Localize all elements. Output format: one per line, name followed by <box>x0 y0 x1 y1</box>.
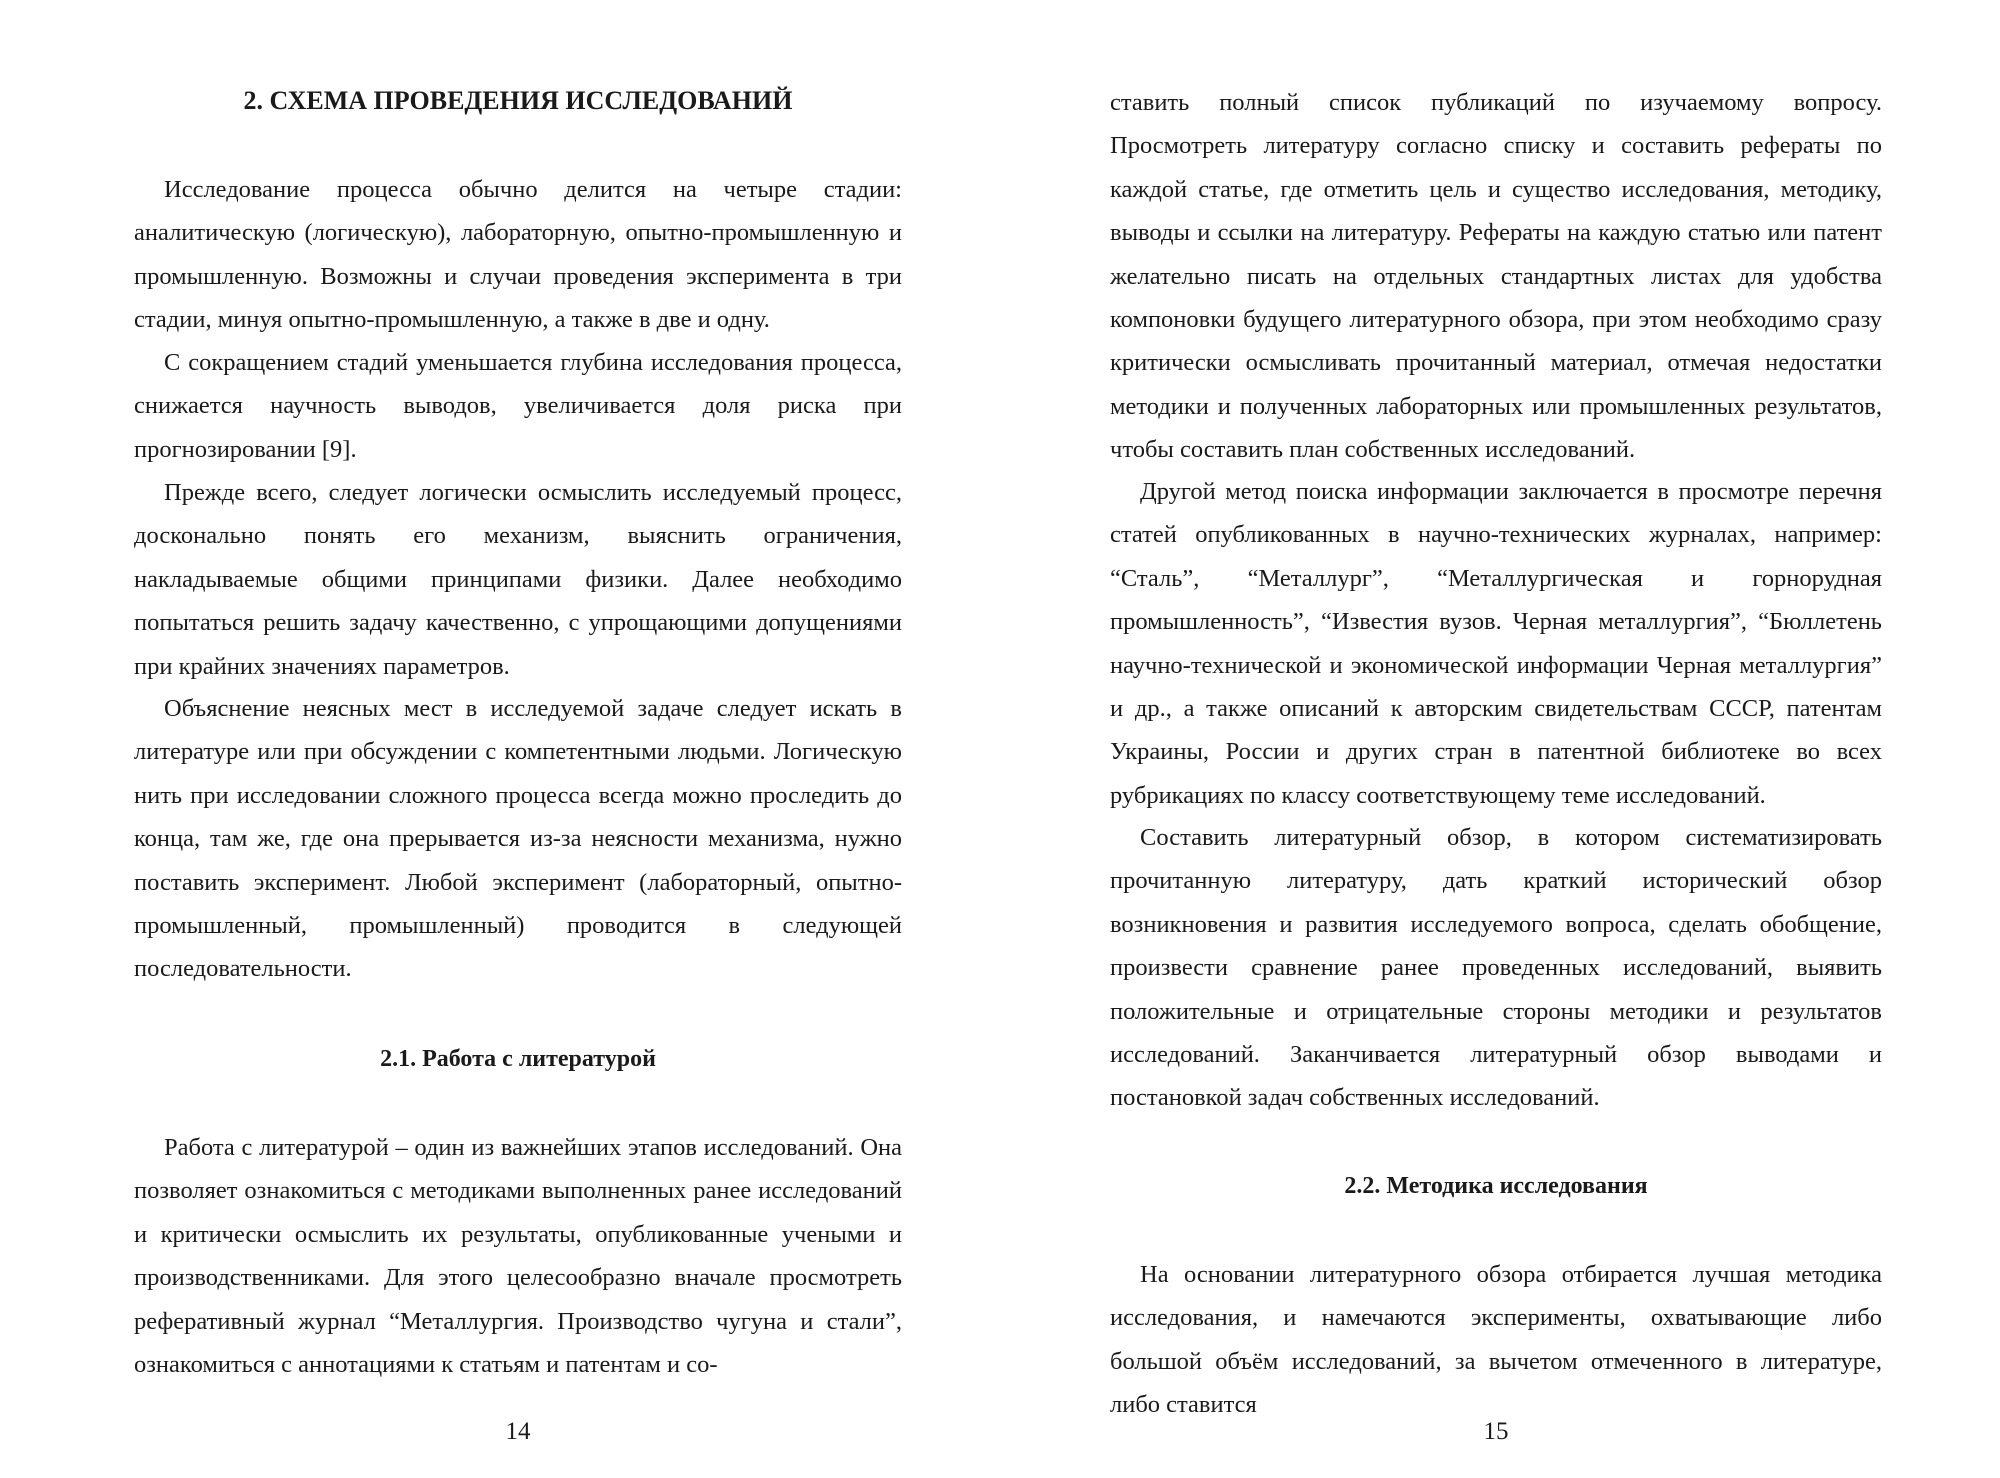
right-paragraph-4: На основании литературного обзора отбирается лучшая методика исследования, и намечаются эксперименты, охватывающие либо большой объём исследований, за вычетом отмеченного в литературе, либо ставится <box>1110 1261 1882 1419</box>
right-paragraph-3: Составить литературный обзор, в котором систематизировать прочитанную литературу, дать краткий исторический обзор возникновения и развития исследуемого вопроса, сделать обобщение, произвести сравнение ранее проведенных исследований, выявить положительные и отрицательные стороны методики и результатов исследований. Заканчивается литературный обзор выводами и постановкой задач собственных исследований. <box>1110 824 1882 1112</box>
left-paragraph-5: Работа с литературой – один из важнейших этапов исследований. Она позволяет ознакомиться с методиками выполненных ранее исследований и критически осмыслить их результаты, опубликованные учеными и производственниками. Для этого целесообразно вначале просмотреть реферативный журнал “Металлургия. Производство чугуна и стали”, ознакомиться с аннотациями к статьям и патентам и со- <box>134 1134 902 1379</box>
page-number-right: 15 <box>1483 1418 1509 1445</box>
left-paragraph-1: Исследование процесса обычно делится на четыре стадии: аналитическую (логическую), лабораторную, опытно-промышленную и промышленную. Возможны и случаи проведения эксперимента в три стадии, минуя опытно-промышленную, а также в две и одну. <box>134 176 902 334</box>
right-paragraph-1: ставить полный список публикаций по изучаемому вопросу. Просмотреть литературу согласно списку и составить рефераты по каждой статье, где отметить цель и существо исследования, методику, выводы и ссылки на литературу. Рефераты на каждую статью или патент желательно писать на отдельных стандартных листах для удобства компоновки будущего литературного обзора, при этом необходимо сразу критически осмысливать прочитанный материал, отмечая недостатки методики и полученных лабораторных или промышленных результатов, чтобы составить план собственных исследований. <box>1110 89 1882 464</box>
left-page <box>134 0 902 1478</box>
left-paragraph-3: Прежде всего, следует логически осмыслить исследуемый процесс, досконально понять его механизм, выяснить ограничения, накладываемые общими принципами физики. Далее необходимо попытаться решить задачу качественно, с упрощающими допущениями при крайних значениях параметров. <box>134 479 902 680</box>
right-page <box>1110 0 1882 1478</box>
section-heading-2-1: 2.1. Работа с литературой <box>380 1046 656 1072</box>
section-heading-2-2: 2.2. Методика исследования <box>1344 1173 1648 1199</box>
left-paragraph-4: Объяснение неясных мест в исследуемой задаче следует искать в литературе или при обсуждении с компетентными людьми. Логическую нить при исследовании сложного процесса всегда можно проследить до конца, там же, где она прерывается из-за неясности механизма, нужно поставить эксперимент. Любой эксперимент (лабораторный, опытно-промышленный, промышленный) проводится в следующей последовательности. <box>134 695 902 983</box>
chapter-heading: 2. СХЕМА ПРОВЕДЕНИЯ ИССЛЕДОВАНИЙ <box>243 86 793 115</box>
page-number-left: 14 <box>505 1418 531 1445</box>
left-paragraph-2: С сокращением стадий уменьшается глубина исследования процесса, снижается научность выводов, увеличивается доля риска при прогнозировании [9]. <box>134 349 902 463</box>
right-paragraph-2: Другой метод поиска информации заключается в просмотре перечня статей опубликованных в научно-технических журналах, например: “Сталь”, “Металлург”, “Металлургическая и горнорудная промышленность”, “Известия вузов. Черная металлургия”, “Бюллетень научно-технической и экономической информации Черная металлургия” и др., а также описаний к авторским свидетельствам СССР, патентам Украины, России и других стран в патентной библиотеке во всех рубрикациях по классу соответствующему теме исследований. <box>1110 478 1882 809</box>
